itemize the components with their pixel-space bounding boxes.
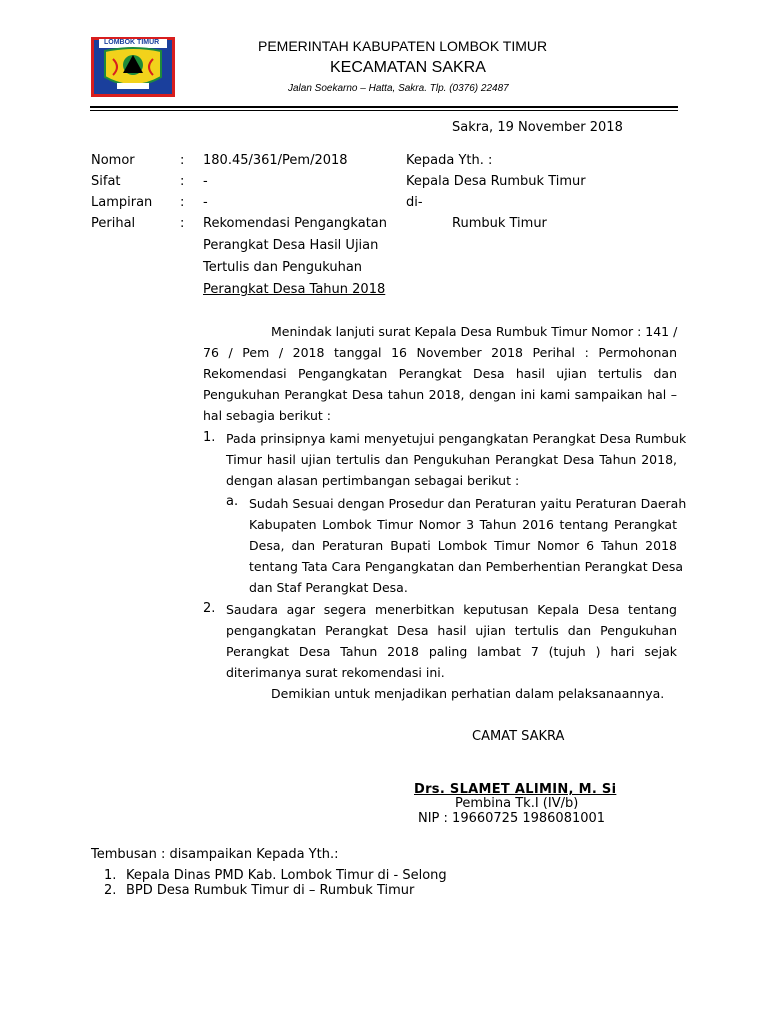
recipient-di: di- [406, 195, 423, 210]
copy-item: Kepala Dinas PMD Kab. Lombok Timur di - Selong [126, 868, 447, 883]
closing-line: Demikian untuk menjadikan perhatian dalam pelaksanaannya. [271, 686, 665, 701]
item-line: Pada prinsipnya kami menyetujui pengangkatan Perangkat Desa Rumbuk [226, 431, 687, 446]
copy-item: BPD Desa Rumbuk Timur di – Rumbuk Timur [126, 883, 415, 898]
meta-colon: : [180, 174, 185, 189]
meta-colon: : [180, 153, 185, 168]
lombok-timur-emblem-icon [91, 37, 175, 97]
body-line: Menindak lanjuti surat Kepala Desa Rumbuk Timur Nomor : 141 / [271, 324, 678, 339]
subitem-line: Desa, dan Peraturan Bupati Lombok Timur Nomor 6 Tahun 2018 [249, 538, 677, 553]
letterhead-rule [90, 106, 678, 108]
subitem-line: Kabupaten Lombok Timur Nomor 3 Tahun 2016 tentang Perangkat [249, 517, 677, 532]
logo-caption: LOMBOK TIMUR [104, 39, 160, 46]
meta-number-value: 180.45/361/Pem/2018 [203, 153, 348, 168]
recipient-name: Kepala Desa Rumbuk Timur [406, 174, 586, 189]
meta-colon: : [180, 195, 185, 210]
subitem-line: dan Staf Perangkat Desa. [249, 580, 408, 595]
signatory-nip: NIP : 19660725 1986081001 [418, 811, 606, 826]
signatory-title: CAMAT SAKRA [472, 729, 565, 744]
regency-logo [91, 37, 175, 97]
signatory-name: Drs. SLAMET ALIMIN, M. Si [414, 782, 617, 797]
subitem-line: Sudah Sesuai dengan Prosedur dan Peraturan yaitu Peraturan Daerah [249, 496, 687, 511]
recipient-place: Rumbuk Timur [452, 216, 547, 231]
subitem-line: tentang Tata Cara Pengangkatan dan Pemberhentian Perangkat Desa [249, 559, 684, 574]
item-line: Timur hasil ujian tertulis dan Pengukuhan Perangkat Desa Tahun 2018, [226, 452, 677, 467]
body-line: Pengukuhan Perangkat Desa tahun 2018, dengan ini kami sampaikan hal – [203, 387, 677, 402]
subject-line: Rekomendasi Pengangkatan [203, 216, 387, 231]
item-line: diterimanya surat rekomendasi ini. [226, 665, 445, 680]
recipient-greeting: Kepada Yth. : [406, 153, 493, 168]
meta-label: Perihal [91, 216, 136, 231]
kop-government-line: PEMERINTAH KABUPATEN LOMBOK TIMUR [258, 38, 548, 54]
kop-address: Jalan Soekarno – Hatta, Sakra. Tlp. (0376) 22487 [288, 83, 509, 94]
letterhead-rule-thin [90, 110, 678, 111]
signatory-rank: Pembina Tk.I (IV/b) [455, 796, 579, 811]
subject-line: Perangkat Desa Hasil Ujian [203, 238, 379, 253]
list-number: 1. [203, 430, 216, 445]
item-line: dengan alasan pertimbangan sebagai berikut : [226, 473, 520, 488]
meta-label: Lampiran [91, 195, 153, 210]
body-line: hal sebagia berikut : [203, 408, 331, 423]
subject-line: Tertulis dan Pengukuhan [203, 260, 363, 275]
list-number: 2. [104, 883, 117, 898]
meta-nature-value: - [203, 174, 208, 189]
subject-line: Perangkat Desa Tahun 2018 [203, 282, 386, 297]
item-line: Perangkat Desa Tahun 2018 paling lambat 7 (tujuh ) hari sejak [226, 644, 677, 659]
body-line: 76 / Pem / 2018 tanggal 16 November 2018 Perihal : Permohonan [203, 345, 677, 360]
kop-district-line: KECAMATAN SAKRA [330, 59, 486, 76]
letter-date: Sakra, 19 November 2018 [452, 120, 623, 135]
list-number: 2. [203, 601, 216, 616]
meta-attachment-value: - [203, 195, 208, 210]
list-letter: a. [226, 494, 239, 509]
body-line: Rekomendasi Pengangkatan Perangkat Desa hasil ujian tertulis dan [203, 366, 677, 381]
meta-colon: : [180, 216, 185, 231]
meta-label: Sifat [91, 174, 121, 189]
meta-label: Nomor [91, 153, 135, 168]
copy-heading: Tembusan : disampaikan Kepada Yth.: [91, 847, 339, 862]
item-line: Saudara agar segera menerbitkan keputusan Kepala Desa tentang [226, 602, 677, 617]
item-line: pengangkatan Perangkat Desa hasil ujian tertulis dan Pengukuhan [226, 623, 677, 638]
list-number: 1. [104, 868, 117, 883]
